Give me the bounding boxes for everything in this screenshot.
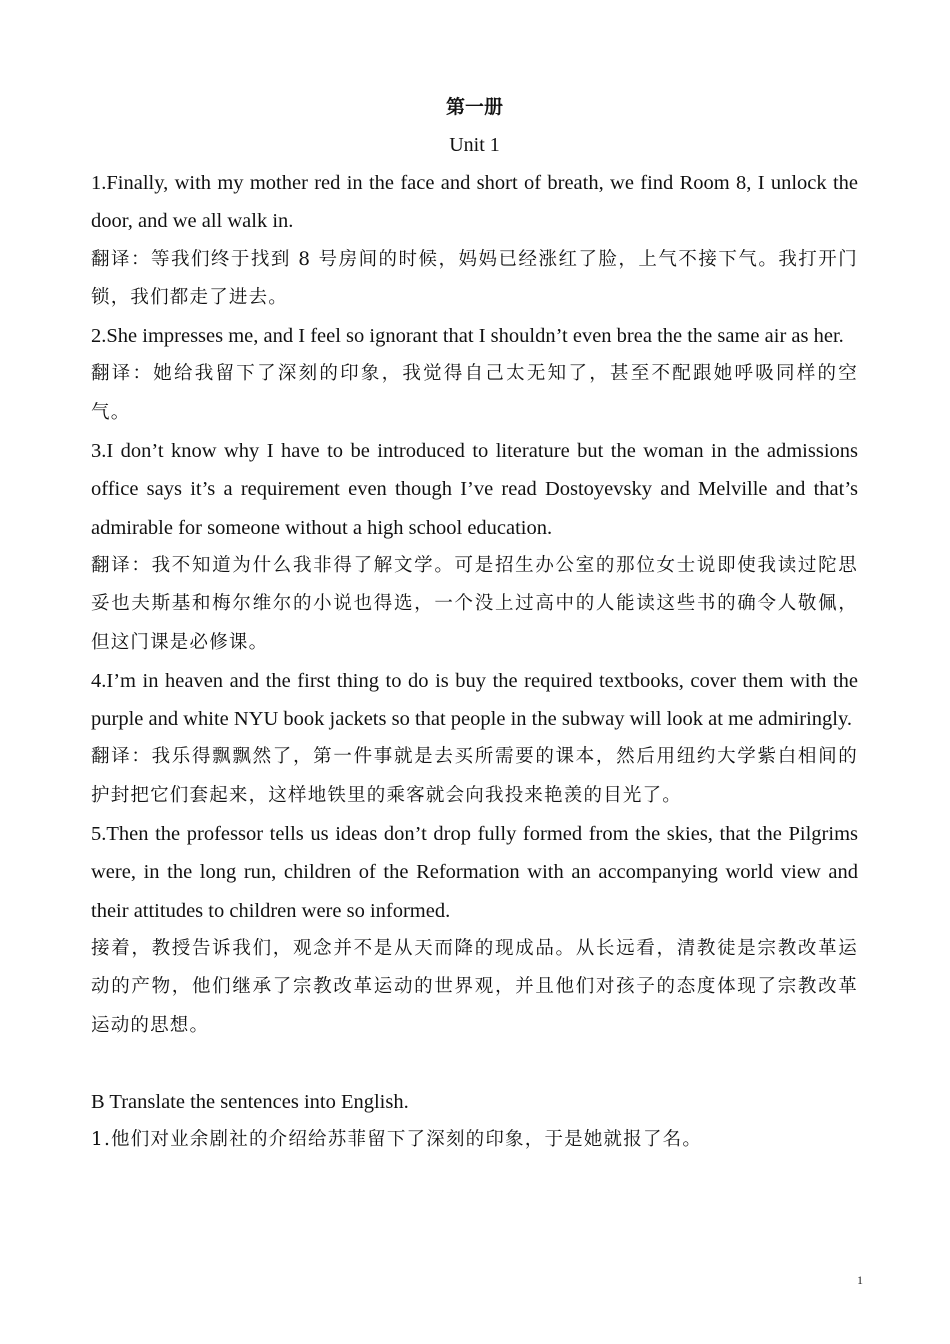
book-title: 第一册 [445,96,503,118]
sentence-1-translation: 翻译：等我们终于找到 8 号房间的时候，妈妈已经涨红了脸，上气不接下气。我打开门锁，我们都走了进去。 [91,248,858,308]
sentence-5-translation: 接着，教授告诉我们，观念并不是从天而降的现成品。从长远看，清教徒是宗教改革运动的产物，他们继承了宗教改革运动的世界观，并且他们对孩子的态度体现了宗教改革运动的思想。 [91,937,858,1036]
sentence-1-english: 1.Finally, with my mother red in the face and short of breath, we find Room 8, I unlock the door, and we all walk in. [91,172,858,233]
sentence-4-english: 4.I’m in heaven and the first thing to do is buy the required textbooks, cover them with the purple and white NYU book jackets so that people in the subway will look at me admiringly. [91,669,858,731]
sentence-5-english: 5.Then the professor tells us ideas don’t drop fully formed from the skies, that the Pilgrims were, in the long run, children of the Reformation with an accompanying world view and their attitudes to children were so informed. [91,823,858,922]
sentence-4-translation: 翻译：我乐得飘飘然了，第一件事就是去买所需要的课本，然后用纽约大学紫白相间的护封把它们套起来，这样地铁里的乘客就会向我投来艳羡的目光了。 [91,746,858,806]
page-content [91,88,858,1159]
sentence-2-translation: 翻译：她给我留下了深刻的印象，我觉得自己太无知了，甚至不配跟她呼吸同样的空气。 [91,363,858,423]
unit-title: Unit 1 [449,134,500,156]
page-number: 1 [857,1273,863,1287]
section-b-heading: B Translate the sentences into English. [91,1090,409,1113]
section-b-item-1: 1.他们对业余剧社的介绍给苏菲留下了深刻的印象，于是她就报了名。 [91,1129,703,1151]
sentence-3-english: 3.I don’t know why I have to be introduced to literature but the woman in the admissions office says it’s a requirement even though I’ve read Dostoyevsky and Melville and that’s admirable for someone without a high school education. [91,440,858,539]
sentence-2-english: 2.She impresses me, and I feel so ignorant that I shouldn’t even brea the the same air as her. [91,325,844,348]
sentence-3-translation: 翻译：我不知道为什么我非得了解文学。可是招生办公室的那位女士说即使我读过陀思妥也夫斯基和梅尔维尔的小说也得选，一个没上过高中的人能读这些书的确令人敬佩，但这门课是必修课。 [91,554,858,653]
section-spacer [91,1045,858,1083]
